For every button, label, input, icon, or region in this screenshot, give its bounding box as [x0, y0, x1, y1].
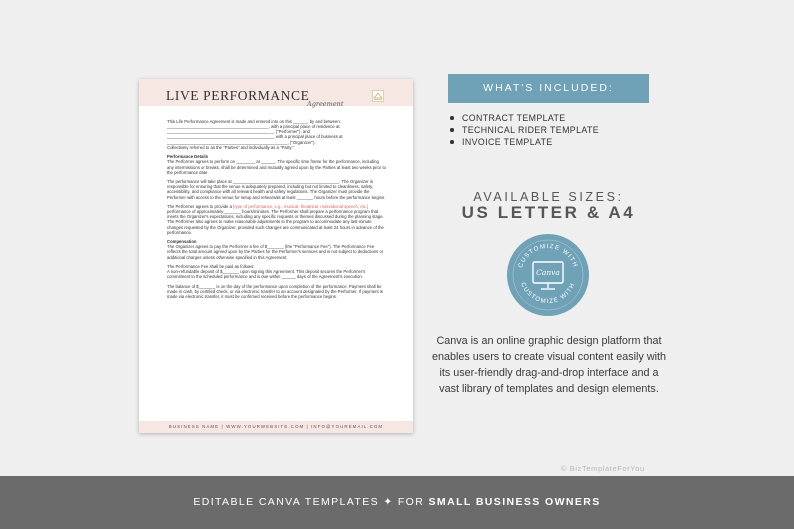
details-paragraph-1: The Performer agrees to perform on ________ at ______. The specific time frame for the performance, including any intermissions or breaks, shall be determined and mutually agreed upon by the Parties at least two weeks prior to the performance date. [167, 159, 386, 175]
credit-text: © BizTemplateForYou [561, 464, 645, 473]
compensation-paragraph-3: A non-refundable deposit of $_______ upon signing this Agreement. This deposit secures the Performer's commitment to the scheduled performance and is due within ______ days of the Agreement's execution. [167, 269, 366, 280]
badge-ring-text-top: CUSTOMIZE WITH [517, 242, 579, 269]
bottom-bar-strong: SMALL BUSINESS OWNERS [428, 496, 601, 508]
details-3-post: performance of approximately _______ hours/minutes. The Performer shall prepare a performance program that meets the Organizer's expectations, including any specific requests or themes discussed during the planning stage. The Performer also agrees to make reasonable adjustments to the program to accommodate any last-minute changes requested by the Organizer, provided such changes are communicated at least 24 hours in advance of the performance. [167, 209, 384, 235]
contract-preview [139, 79, 413, 433]
list-item: INVOICE TEMPLATE [450, 136, 599, 148]
contract-body [167, 119, 386, 303]
included-heading: WHAT'S INCLUDED: [448, 74, 649, 103]
details-3-pre: The Performer agrees to provide a [167, 203, 234, 209]
sizes-value: US LETTER & A4 [461, 203, 636, 222]
bottom-bar-prefix: EDITABLE CANVA TEMPLATES ✦ FOR [193, 496, 429, 508]
details-3-placeholder: [type of performance, e.g., musical, theatrical, motivational speech, etc.] [233, 203, 369, 209]
logo-icon [372, 90, 384, 102]
compensation-paragraph-4: The balance of $_______ is on the day of the performance upon completion of the performance. Payment shall be made in cash, by certified check, or via electronic transfer to an account designated by the Performer. If payment is made via electronic transfer, it must be confirmed received before the performance begins. [167, 283, 383, 299]
customize-with-canva-badge [506, 233, 590, 317]
badge-center-text: Canva [536, 268, 560, 277]
details-paragraph-3 [167, 204, 386, 235]
compensation-paragraph-2: The Performance Fee shall be paid as follows: [167, 263, 255, 269]
section-heading-details: Performance Details [167, 154, 209, 160]
sizes-label: AVAILABLE SIZES: [473, 190, 624, 204]
contract-footer: BUSINESS NAME | WWW.YOURWEBSITE.COM | INFO@YOUREMAIL.COM [139, 421, 413, 433]
badge-ring-text-bottom: CUSTOMIZE WITH [519, 281, 577, 306]
list-item: TECHNICAL RIDER TEMPLATE [450, 124, 599, 136]
section-heading-compensation: Compensation [167, 239, 197, 245]
contract-intro-paragraph: This Life Performance Agreement is made and entered into on this ______, by and between: ___________________________________________, with a principal place of residence at _____________________________________________, ("Performer"), and _____________________________________________, with a principal place of business at ___________________________________________________, ("Organizer"). [167, 119, 343, 145]
contract-intro-collective: Collectively referred to as the "Parties" and individually as a "Party." [167, 144, 294, 150]
details-paragraph-2: The performance will take place at _____________________________________________. The Organizer is responsible for ensuring that the venue is adequately prepared, including but not limited to cleanliness, safety, accessibility, and compliance with all relevant health and safety regulations. The Organizer must provide the Performer with access to the venue for setup and rehearsals at least _______ hours before the performance begins. [167, 179, 386, 200]
contract-title: LIVE PERFORMANCE [166, 88, 310, 103]
compensation-paragraph-1: The Organizer agrees to pay the Performer a fee of $_______ (the "Performance Fee"). The Performance Fee reflects the total amount agreed upon by the Parties for the Performer's services and is not subject to deductions or additional charges unless otherwise specified in this Agreement. [167, 244, 384, 260]
contract-script-title: Agreement [307, 100, 344, 108]
canva-description: Canva is an online graphic design platform that enables users to create visual content easily with its user-friendly drag-and-drop interface and a vast library of templates and design elements. [431, 335, 667, 395]
list-item: CONTRACT TEMPLATE [450, 112, 599, 124]
included-list [450, 112, 599, 148]
bottom-bar [0, 476, 794, 529]
